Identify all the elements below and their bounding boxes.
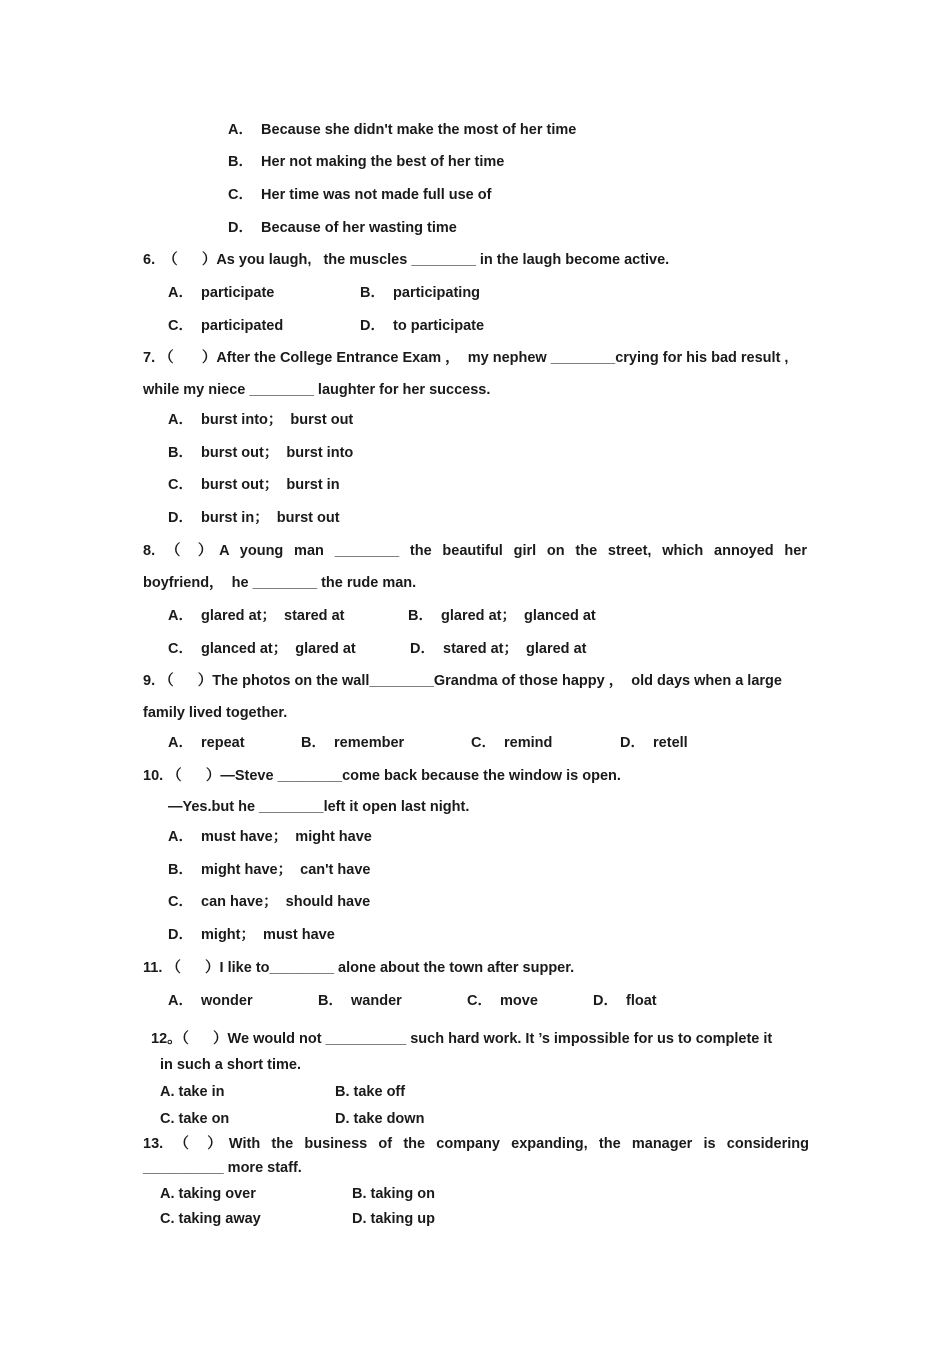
q9-option-d: D． retell: [620, 735, 688, 751]
q12-option-d: D. take down: [335, 1111, 425, 1127]
q11-stem: 11. （ ）I like to________ alone about the town after supper.: [143, 960, 575, 976]
q9-option-b: B． remember: [301, 735, 405, 751]
q9-stem-line2: family lived together.: [143, 705, 288, 721]
q5-option-a: A． Because she didn't make the most of her time: [228, 122, 577, 138]
q5-option-c: C． Her time was not made full use of: [228, 187, 492, 203]
q12-option-a: A. take in: [160, 1084, 225, 1100]
q7-stem-line2: while my niece ________ laughter for her success.: [143, 382, 491, 398]
q11-option-d: D． float: [593, 993, 657, 1009]
q13-stem-line1: 13. （ ）With the business of the company expanding, the manager is considering: [143, 1136, 809, 1152]
q13-option-c: C. taking away: [160, 1211, 261, 1227]
q10-option-c: C． can have； should have: [168, 894, 371, 910]
q10-option-d: D． might； must have: [168, 927, 335, 943]
q9-option-a: A． repeat: [168, 735, 245, 751]
q8-stem-line1: 8. （ ）A young man ________ the beautiful girl on the street, which annoyed her: [143, 543, 807, 559]
q5-option-d: D． Because of her wasting time: [228, 220, 457, 236]
q8-option-b: B． glared at； glanced at: [408, 608, 596, 624]
q7-option-a: A． burst into； burst out: [168, 412, 354, 428]
q6-option-d: D． to participate: [360, 318, 485, 334]
q12-stem-line1: 12。（ ）We would not __________ such hard work. It ’s impossible for us to complete it: [151, 1031, 773, 1047]
q7-stem-line1: 7. （ ）After the College Entrance Exam ， my nephew ________crying for his bad result ,: [143, 350, 789, 366]
q8-option-d: D． stared at； glared at: [410, 641, 587, 657]
q8-option-a: A． glared at； stared at: [168, 608, 345, 624]
q6-stem: 6. （ ）As you laugh, the muscles ________ in the laugh become active.: [143, 252, 670, 268]
q8-stem-line2: boyfriend， he ________ the rude man.: [143, 575, 417, 591]
q12-stem-line2: in such a short time.: [160, 1057, 301, 1073]
q13-option-d: D. taking up: [352, 1211, 435, 1227]
q9-option-c: C． remind: [471, 735, 553, 751]
q13-option-b: B. taking on: [352, 1186, 435, 1202]
q7-option-d: D． burst in； burst out: [168, 510, 340, 526]
q6-option-b: B． participating: [360, 285, 481, 301]
q7-option-c: C． burst out； burst in: [168, 477, 340, 493]
q11-option-b: B． wander: [318, 993, 402, 1009]
q6-option-c: C． participated: [168, 318, 284, 334]
q9-stem-line1: 9. （ ）The photos on the wall________Grandma of those happy ， old days when a large: [143, 673, 782, 689]
q10-option-a: A． must have； might have: [168, 829, 372, 845]
q12-option-c: C. take on: [160, 1111, 230, 1127]
q8-option-c: C． glanced at； glared at: [168, 641, 356, 657]
q11-option-a: A． wonder: [168, 993, 253, 1009]
q13-stem-line2: __________ more staff.: [143, 1160, 302, 1176]
q12-option-b: B. take off: [335, 1084, 406, 1100]
q7-option-b: B． burst out； burst into: [168, 445, 354, 461]
q10-stem-line2: —Yes.but he ________left it open last night.: [168, 799, 470, 815]
q10-option-b: B． might have； can't have: [168, 862, 371, 878]
q13-option-a: A. taking over: [160, 1186, 256, 1202]
q10-stem-line1: 10. （ ）—Steve ________come back because the window is open.: [143, 768, 621, 784]
q11-option-c: C． move: [467, 993, 538, 1009]
q5-option-b: B． Her not making the best of her time: [228, 154, 505, 170]
q6-option-a: A． participate: [168, 285, 275, 301]
